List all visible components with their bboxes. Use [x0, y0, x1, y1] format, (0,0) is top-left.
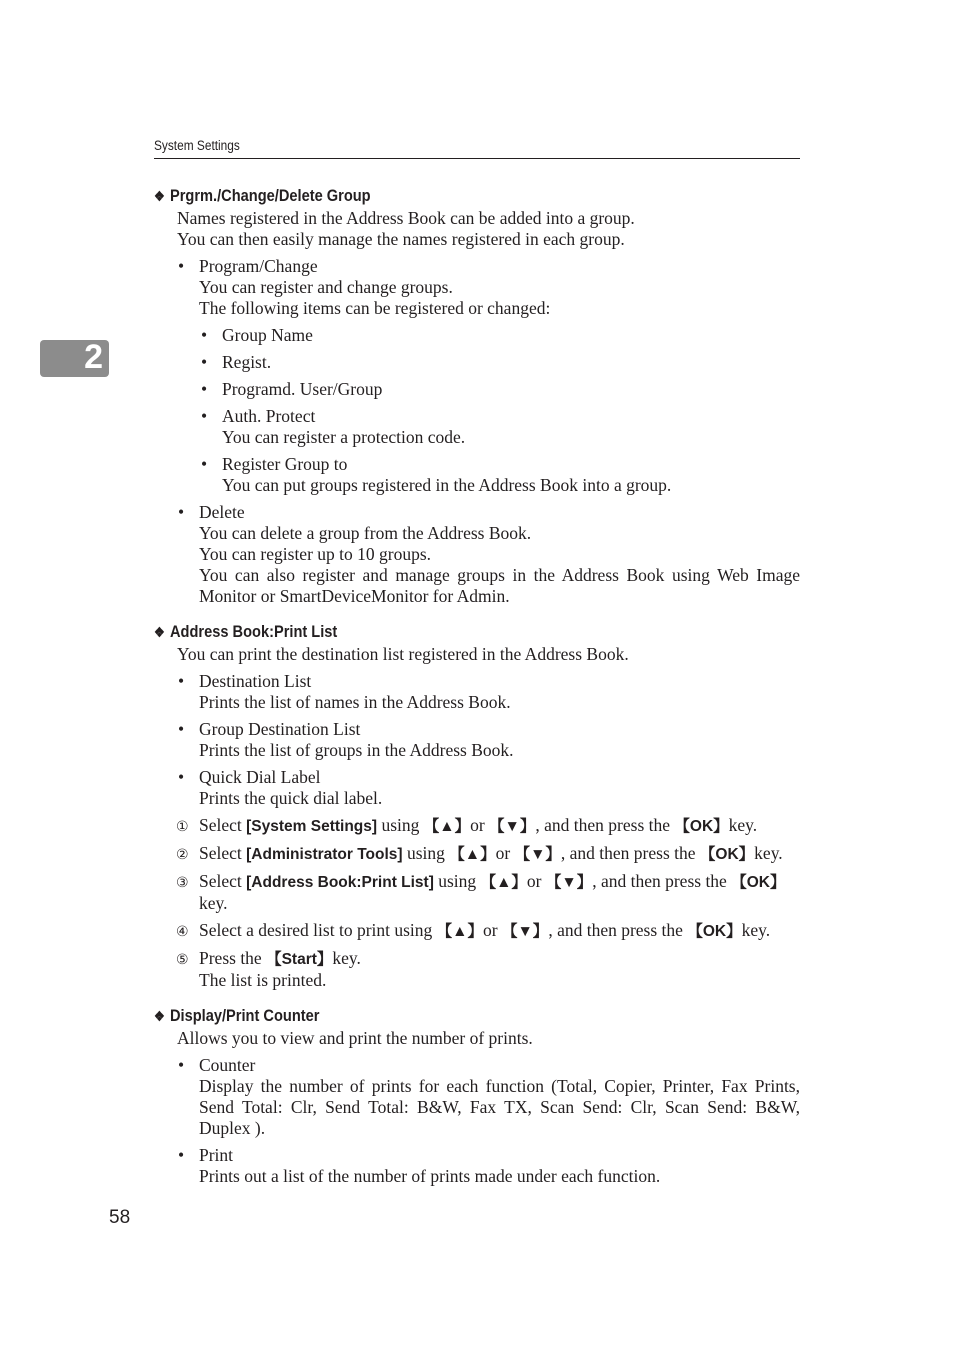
section-counter [154, 1004, 800, 1187]
list-item: • Destination List Prints the list of names in the Address Book. [154, 671, 800, 713]
ok-key-label: 【OK】 [674, 818, 729, 835]
down-arrow-key-icon: 【▼】 [501, 923, 549, 940]
list-item: • Counter Display the number of prints for each function (Total, Copier, Printer, Fax Prints, Send Total: Clr, Send Total: B&W, Fax TX, Scan Send: Clr, Scan Send: B&W, Duplex ). [154, 1055, 800, 1139]
step-number: ② [176, 847, 189, 863]
paragraph: Names registered in the Address Book can be added into a group. [177, 208, 635, 228]
list-item: • Quick Dial Label Prints the quick dial label. [154, 767, 800, 809]
section-title: ❖ Prgrm./Change/Delete Group [154, 186, 371, 205]
up-arrow-key-icon: 【▲】 [436, 923, 484, 940]
ok-key-label: 【OK】 [687, 923, 742, 940]
up-arrow-key-icon: 【▲】 [449, 846, 496, 863]
procedure-step: ⑤ Press the 【Start】key. The list is printed. [176, 948, 361, 990]
paragraph: You can print the destination list registered in the Address Book. [177, 644, 629, 664]
procedure-step: ④ Select a desired list to print using 【▲】or 【▼】, and then press the 【OK】key. [154, 920, 800, 942]
ui-label: [Address Book:Print List] [246, 874, 434, 891]
sub-list-item: • Register Group to You can put groups registered in the Address Book into a group. [154, 454, 800, 496]
ui-label: [Administrator Tools] [246, 846, 403, 863]
sub-list-item: • Auth. Protect You can register a protection code. [154, 406, 800, 448]
section-print-list [154, 620, 800, 991]
diamond-bullet-icon: ❖ [154, 1008, 165, 1024]
step-number: ③ [176, 875, 189, 891]
list-item: • Print Prints out a list of the number of prints made under each function. [154, 1145, 800, 1187]
page-content [154, 184, 800, 1187]
down-arrow-key-icon: 【▼】 [514, 846, 561, 863]
step-number: ④ [176, 924, 189, 940]
start-key-label: 【Start】 [266, 951, 333, 968]
procedure-step: ② Select [Administrator Tools] using 【▲】or 【▼】, and then press the 【OK】key. [154, 843, 800, 865]
ok-key-label: 【OK】 [699, 846, 755, 863]
procedure-step: ③ Select [Address Book:Print List] using 【▲】or 【▼】, and then press the 【OK】 key. [176, 871, 786, 913]
chapter-number: 2 [84, 338, 103, 376]
chapter-tab [40, 340, 109, 377]
ok-key-label: 【OK】 [731, 874, 786, 891]
paragraph: Allows you to view and print the number of prints. [177, 1028, 533, 1048]
diamond-bullet-icon: ❖ [154, 624, 165, 640]
step-number: ⑤ [176, 952, 189, 968]
section-group [154, 184, 800, 607]
step-number: ① [176, 819, 189, 835]
section-title: ❖ Address Book:Print List [154, 622, 338, 641]
list-item-program-change: • Program/Change You can register and change groups. The following items can be registered or changed: [154, 256, 800, 319]
header-rule [154, 158, 800, 159]
page-number: 58 [109, 1207, 131, 1228]
paragraph: You can then easily manage the names registered in each group. [177, 229, 625, 249]
down-arrow-key-icon: 【▼】 [545, 874, 593, 891]
list-item: • Group Destination List Prints the list of groups in the Address Book. [154, 719, 800, 761]
running-header: System Settings [154, 138, 240, 153]
sub-list-item: • Regist. [154, 352, 800, 373]
list-item-delete: • Delete You can delete a group from the Address Book. You can register up to 10 groups. You can also register and manage groups in the Address Book using Web Image Monitor or SmartDeviceMonitor for Admin. [154, 502, 800, 607]
sub-list-item: • Group Name [154, 325, 800, 346]
down-arrow-key-icon: 【▼】 [489, 818, 536, 835]
diamond-bullet-icon: ❖ [154, 188, 165, 204]
ui-label: [System Settings] [246, 818, 378, 835]
up-arrow-key-icon: 【▲】 [480, 874, 527, 891]
sub-list-item: • Programd. User/Group [154, 379, 800, 400]
procedure-step: ① Select [System Settings] using 【▲】or 【▼】, and then press the 【OK】key. [154, 815, 800, 837]
up-arrow-key-icon: 【▲】 [423, 818, 471, 835]
section-title: ❖ Display/Print Counter [154, 1006, 320, 1025]
